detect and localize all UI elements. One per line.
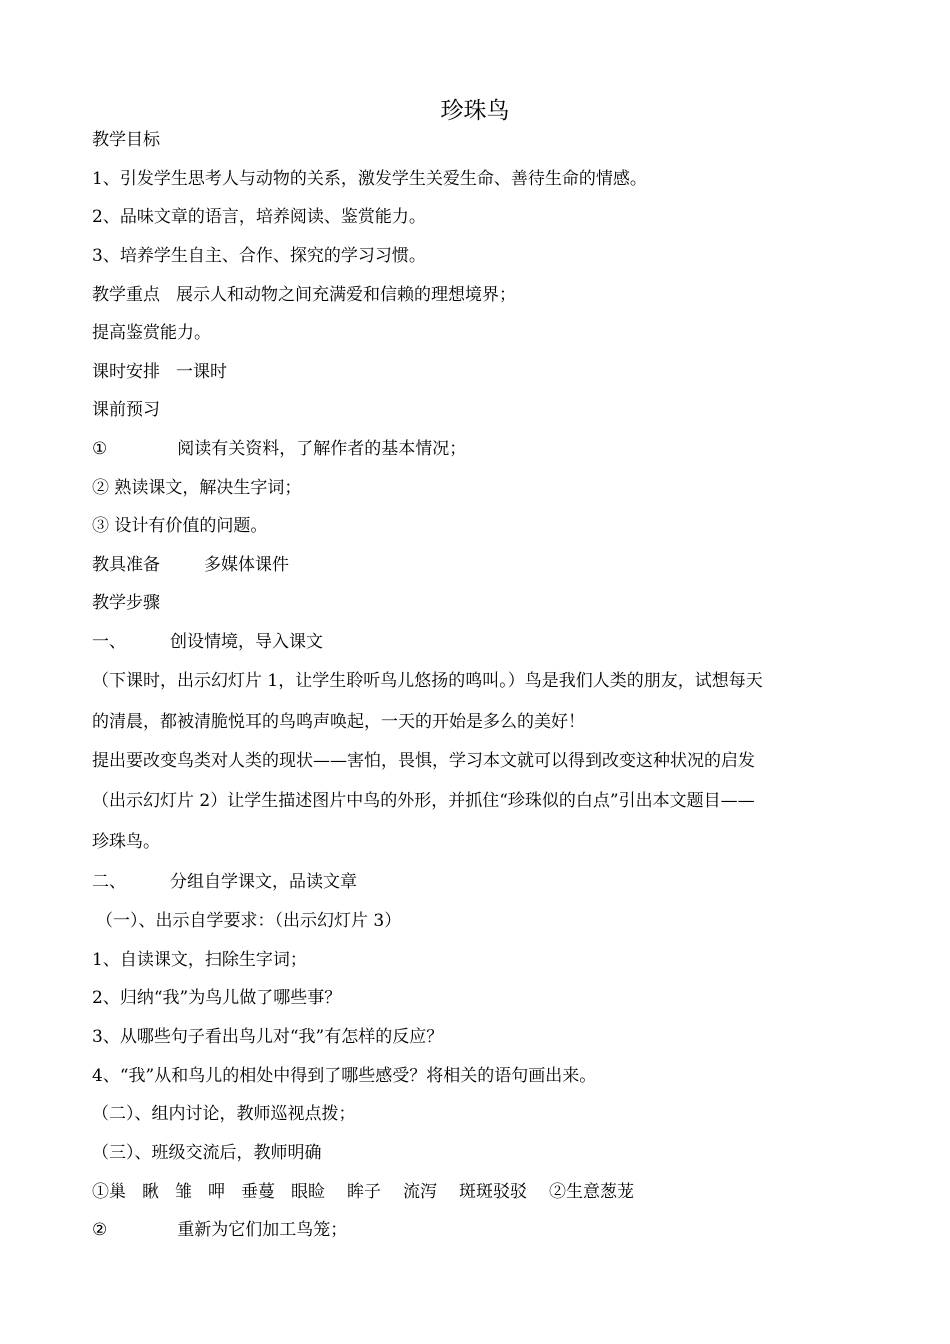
schedule-label: 课时安排 (92, 362, 160, 382)
step-1-heading (92, 630, 323, 654)
key-points-text-2: 提高鉴赏能力。 (92, 323, 211, 343)
sub-section-2: （二）、组内讨论，教师巡视点拨； (92, 1104, 356, 1124)
sub-section-3: （三）、班级交流后，教师明确 (92, 1143, 322, 1163)
paragraph-1-line-2: 的清晨，都被清脆悦耳的鸟鸣声唤起，一天的开始是多么的美好！ (92, 712, 585, 732)
document-title: 珍珠鸟 (440, 98, 510, 124)
vocabulary-list (92, 1180, 650, 1204)
goal-item-3: 3、培养学生自主、合作、探究的学习习惯。 (92, 246, 426, 266)
vocab-word: 斑斑驳驳 (459, 1182, 527, 1202)
key-points-text: 展示人和动物之间充满爱和信赖的理想境界； (176, 285, 516, 305)
vocab-word: 呷 (208, 1182, 225, 1202)
preview-item-1 (92, 437, 466, 461)
paragraph-2-line-2: （出示幻灯片 2）让学生描述图片中鸟的外形，并抓住“珍珠似的白点”引出本文题目—— (92, 791, 755, 811)
last-item-text: 重新为它们加工鸟笼； (177, 1220, 348, 1240)
step-2-heading (92, 870, 357, 894)
requirement-4: 4、“我”从和鸟儿的相处中得到了哪些感受？将相关的语句画出来。 (92, 1066, 597, 1086)
vocab-word: 雏 (175, 1182, 192, 1202)
requirement-2: 2、归纳“我”为鸟儿做了哪些事？ (92, 988, 342, 1008)
steps-heading: 教学步骤 (92, 593, 160, 613)
tools-value: 多媒体课件 (204, 555, 289, 575)
schedule-value: 一课时 (176, 362, 227, 382)
vocab-word: 垂蔓 (241, 1182, 275, 1202)
goal-item-2: 2、品味文章的语言，培养阅读、鉴赏能力。 (92, 207, 426, 227)
vocab-word: 眼睑 (291, 1182, 325, 1202)
schedule-line (92, 360, 227, 384)
vocab-word: 眸子 (347, 1182, 381, 1202)
preview-item-1-marker: ① (92, 439, 108, 459)
vocab-word: 流泻 (403, 1182, 437, 1202)
vocab-word: ②生意葱茏 (549, 1182, 634, 1202)
step-2-marker: 二、 (92, 872, 126, 892)
paragraph-2-line-1: 提出要改变鸟类对人类的现状——害怕，畏惧，学习本文就可以得到改变这种状况的启发 (92, 751, 755, 771)
requirement-3: 3、从哪些句子看出鸟儿对“我”有怎样的反应？ (92, 1027, 444, 1047)
key-points-line (92, 283, 516, 307)
key-points-label: 教学重点 (92, 285, 160, 305)
preview-item-1-text: 阅读有关资料，了解作者的基本情况； (177, 439, 467, 459)
step-1-marker: 一、 (92, 632, 126, 652)
preview-item-2: ② 熟读课文，解决生字词； (92, 478, 302, 498)
sub-section-1: （一）、出示自学要求：（出示幻灯片 3） (96, 911, 402, 931)
preview-heading: 课前预习 (92, 400, 160, 420)
vocab-word: ①巢 (92, 1182, 126, 1202)
requirement-1: 1、自读课文，扫除生字词； (92, 950, 307, 970)
vocab-word: 瞅 (142, 1182, 159, 1202)
preview-item-3: ③ 设计有价值的问题。 (92, 516, 268, 536)
goal-item-1: 1、引发学生思考人与动物的关系，激发学生关爱生命、善待生命的情感。 (92, 169, 647, 189)
tools-line (92, 553, 289, 577)
last-item (92, 1218, 347, 1242)
step-2-title: 分组自学课文，品读文章 (170, 872, 357, 892)
last-item-marker: ② (92, 1220, 108, 1240)
tools-label: 教具准备 (92, 555, 160, 575)
step-1-title: 创设情境，导入课文 (170, 632, 323, 652)
goals-heading: 教学目标 (92, 130, 160, 150)
paragraph-2-line-3: 珍珠鸟。 (92, 832, 160, 852)
paragraph-1-line-1: （下课时，出示幻灯片 1，让学生聆听鸟儿悠扬的鸣叫。）鸟是我们人类的朋友，试想每天 (92, 671, 763, 691)
